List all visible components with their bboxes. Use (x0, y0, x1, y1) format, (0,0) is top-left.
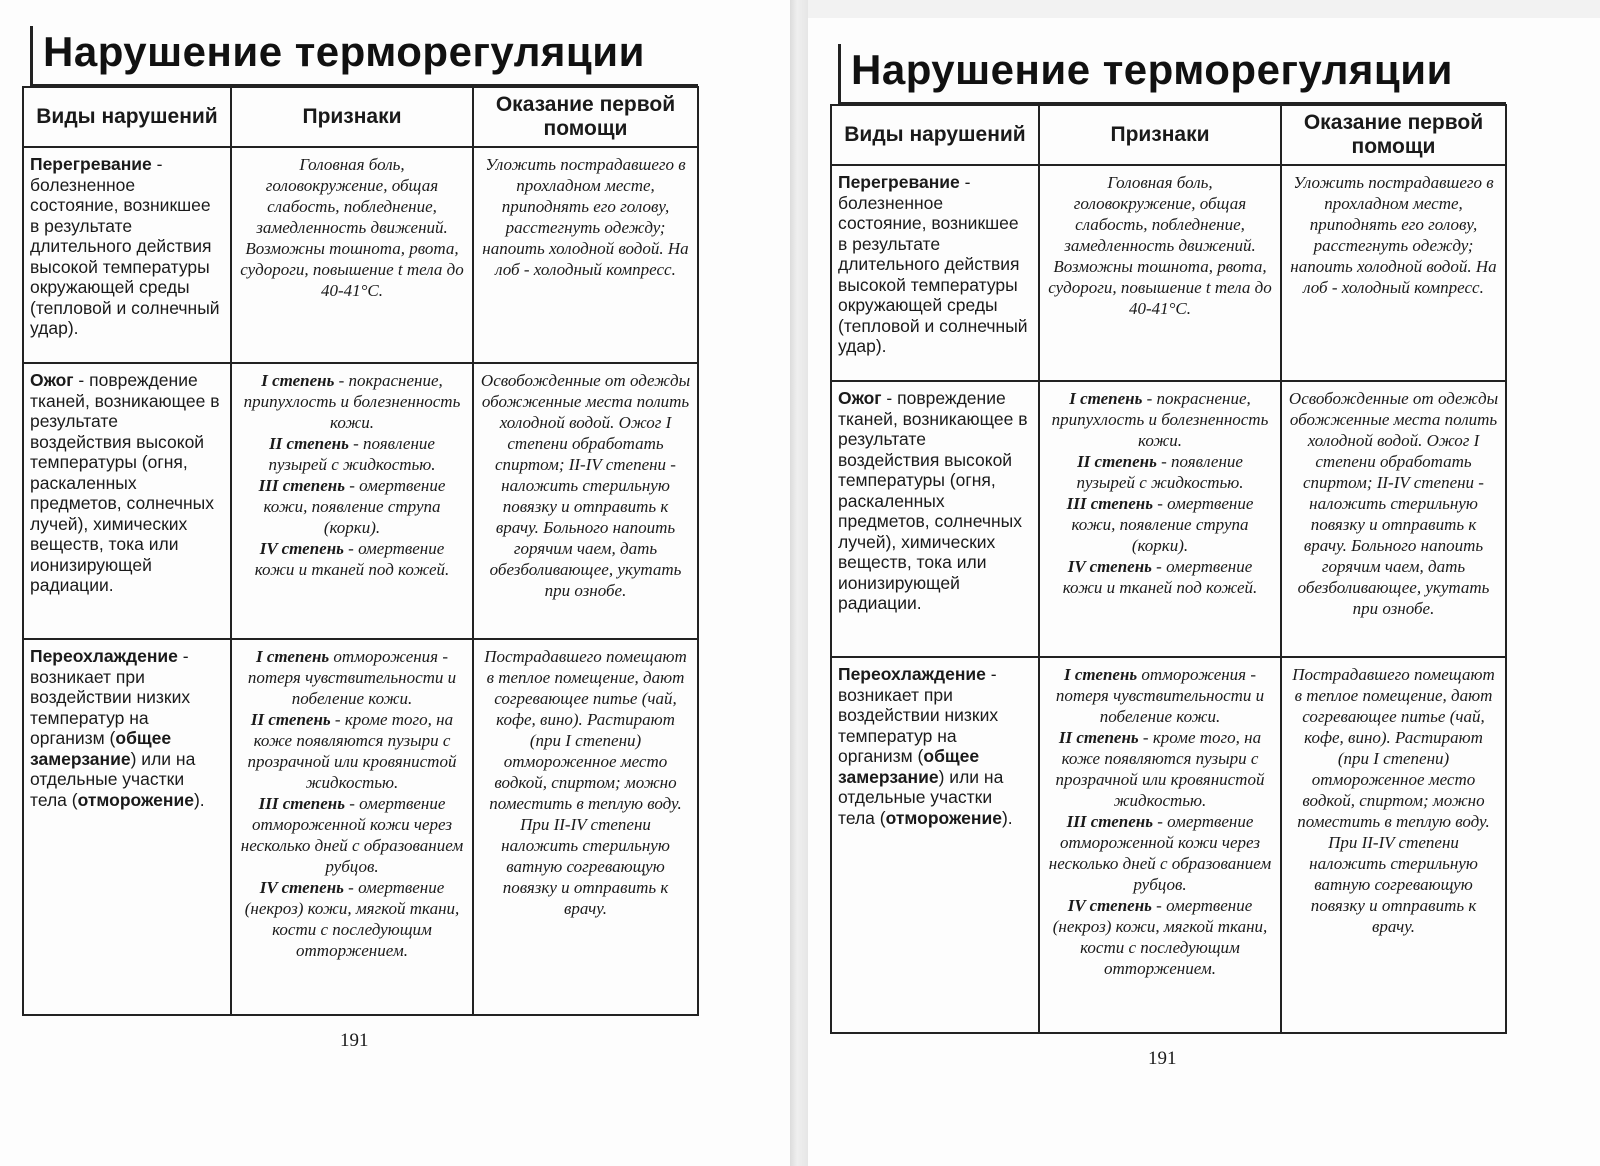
kind-cell (831, 381, 1039, 657)
page-title: Нарушение терморегуляции (43, 28, 645, 75)
degree-label: IV степень (1067, 557, 1152, 576)
table-header-row (831, 105, 1506, 165)
page-number: 191 (340, 1030, 369, 1051)
page-left (0, 0, 790, 1166)
degree-text: - омертвение кожи, появление струпа (корки). (1071, 494, 1254, 555)
kind-cell: Переохлаждение - возникает при воздействии низких температур на организм (общее замерзание) или на отдельные участки тела (отморожение). (831, 657, 1039, 1033)
table-header-row (23, 87, 698, 147)
degree-label: I степень (255, 647, 330, 666)
aid-cell: Освобожденные от одежды обожженные места полить холодной водой. Ожог I степени обработать спиртом; II-IV степени - наложить стерильную повязку и отправить к врачу. Больного напоить горячим чаем, дать обезболивающее, укутать при ознобе. (473, 363, 698, 639)
page-title: Нарушение терморегуляции (851, 46, 1453, 93)
degree-text: - омертвение (некроз) кожи, мягкой ткани, кости с последующим отторжением. (244, 878, 460, 960)
degree-label: III степень (258, 794, 346, 813)
kind-cell (23, 363, 231, 639)
title-frame (838, 44, 1506, 105)
degree-text: - покраснение, припухлость и болезненность кожи. (243, 371, 461, 432)
degree-text: - омертвение отмороженной кожи через несколько дней с образованием рубцов. (1048, 812, 1272, 894)
degree-label: II степень (269, 434, 349, 453)
degree-label: I степень (1069, 389, 1143, 408)
degree-label: IV степень (259, 878, 344, 897)
degree-text: - омертвение отмороженной кожи через несколько дней с образованием рубцов. (240, 794, 464, 876)
kind-cell (23, 147, 231, 363)
kind-term: Перегревание (838, 172, 960, 192)
degree-label: III степень (258, 476, 346, 495)
book-spine (790, 0, 808, 1166)
table-row (831, 657, 1506, 1033)
kind-term: Перегревание (30, 154, 152, 174)
degree-label: III степень (1066, 812, 1154, 831)
kind-description: - болезненное состояние, возникшее в результате длительного действия высокой температуры окружающей среды (тепловой и солнечный удар). (30, 154, 220, 338)
table-row (831, 381, 1506, 657)
degree-label: I степень (1063, 665, 1138, 684)
header-kinds: Виды нарушений (23, 87, 231, 147)
degree-label: IV степень (259, 539, 344, 558)
degree-text: - кроме того, на коже появляются пузыри с прозрачной или кровянистой жидкостью. (247, 710, 457, 792)
kind-description: - повреждение тканей, возникающее в результате воздействия высокой температуры (огня, раскаленных предметов, солнечных лучей), химических веществ, тока или ионизирующей радиации. (30, 370, 220, 595)
page-number: 191 (1148, 1048, 1177, 1069)
header-signs: Признаки (231, 87, 473, 147)
degree-text: - появление пузырей с жидкостью. (268, 434, 436, 474)
signs-cell (231, 639, 473, 1015)
degree-text: - появление пузырей с жидкостью. (1076, 452, 1244, 492)
degree-text: - омертвение кожи и тканей под кожей. (1062, 557, 1258, 597)
page-right (808, 18, 1600, 1166)
degree-label: II степень (1058, 728, 1139, 747)
table-row (23, 363, 698, 639)
degree-text: отморожения - потеря чувствительности и побеление кожи. (247, 647, 457, 708)
degree-text: - кроме того, на коже появляются пузыри с прозрачной или кровянистой жидкостью. (1055, 728, 1265, 810)
kind-term: Переохлаждение (838, 664, 986, 684)
aid-cell: Уложить пострадавшего в прохладном месте, приподнять его голову, расстегнуть одежду; напоить холодной водой. На лоб - холодный компресс. (1281, 165, 1506, 381)
signs-cell (1039, 381, 1281, 657)
thermoregulation-table (22, 86, 699, 1016)
signs-cell: Головная боль, головокружение, общая слабость, побледнение, замедленность движений. Возможны тошнота, рвота, судороги, повышение t тела до 40-41°С. (231, 147, 473, 363)
thermoregulation-table (830, 104, 1507, 1034)
degree-text: - покраснение, припухлость и болезненность кожи. (1051, 389, 1269, 450)
degree-label: IV степень (1067, 896, 1152, 915)
kind-term: Ожог (30, 370, 74, 390)
aid-cell: Пострадавшего помещают в теплое помещение, дают согревающее питье (чай, кофе, вино). Растирают (при I степени) отмороженное место водкой, спиртом; можно поместить в теплую воду. При II-IV степени наложить стерильную ватную согревающую повязку и отправить к врачу. (473, 639, 698, 1015)
degree-text: - омертвение (некроз) кожи, мягкой ткани, кости с последующим отторжением. (1052, 896, 1268, 978)
degree-label: II степень (1077, 452, 1157, 471)
aid-cell: Пострадавшего помещают в теплое помещение, дают согревающее питье (чай, кофе, вино). Растирают (при I степени) отмороженное место водкой, спиртом; можно поместить в теплую воду. При II-IV степени наложить стерильную ватную согревающую повязку и отправить к врачу. (1281, 657, 1506, 1033)
header-first-aid: Оказание первой помощи (473, 87, 698, 147)
degree-label: I степень (261, 371, 335, 390)
kind-term: Переохлаждение (30, 646, 178, 666)
aid-cell: Уложить пострадавшего в прохладном месте, приподнять его голову, расстегнуть одежду; напоить холодной водой. На лоб - холодный компресс. (473, 147, 698, 363)
kind-cell: Переохлаждение - возникает при воздействии низких температур на организм (общее замерзание) или на отдельные участки тела (отморожение). (23, 639, 231, 1015)
kind-term: Ожог (838, 388, 882, 408)
signs-cell: Головная боль, головокружение, общая слабость, побледнение, замедленность движений. Возможны тошнота, рвота, судороги, повышение t тела до 40-41°С. (1039, 165, 1281, 381)
degree-label: III степень (1066, 494, 1154, 513)
degree-text: - омертвение кожи, появление струпа (корки). (263, 476, 446, 537)
kind-cell (831, 165, 1039, 381)
title-frame (30, 26, 698, 87)
kind-description: - повреждение тканей, возникающее в результате воздействия высокой температуры (огня, раскаленных предметов, солнечных лучей), химических веществ, тока или ионизирующей радиации. (838, 388, 1028, 613)
table-row (23, 639, 698, 1015)
kind-description: - болезненное состояние, возникшее в результате длительного действия высокой температуры окружающей среды (тепловой и солнечный удар). (838, 172, 1028, 356)
degree-text: отморожения - потеря чувствительности и побеление кожи. (1055, 665, 1265, 726)
signs-cell (1039, 657, 1281, 1033)
table-row (23, 147, 698, 363)
degree-label: II степень (250, 710, 331, 729)
header-first-aid: Оказание первой помощи (1281, 105, 1506, 165)
aid-cell: Освобожденные от одежды обожженные места полить холодной водой. Ожог I степени обработать спиртом; II-IV степени - наложить стерильную повязку и отправить к врачу. Больного напоить горячим чаем, дать обезболивающее, укутать при ознобе. (1281, 381, 1506, 657)
signs-cell (231, 363, 473, 639)
header-signs: Признаки (1039, 105, 1281, 165)
degree-text: - омертвение кожи и тканей под кожей. (254, 539, 450, 579)
table-row (831, 165, 1506, 381)
header-kinds: Виды нарушений (831, 105, 1039, 165)
